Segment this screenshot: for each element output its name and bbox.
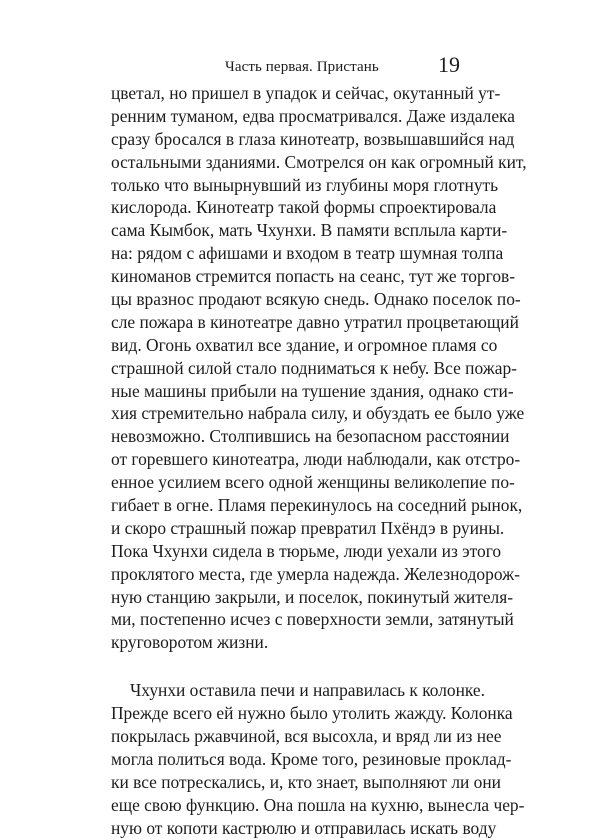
text-line: невозможно. Столпившись на безопасном расстоянии — [111, 426, 510, 447]
text-line: покрылась ржавчиной, вся высохла, и вряд ли из нее — [111, 726, 502, 747]
body-text — [111, 82, 527, 840]
text-line: и скоро страшный пожар превратил Пхёндэ в руины. — [111, 517, 505, 538]
running-title: Часть первая. Пристань — [225, 59, 379, 75]
text-line: ренним туманом, едва просматривался. Даже издалека — [111, 105, 515, 126]
text-line: ную от копоти кастрюлю и отправилась искать воду — [111, 817, 497, 838]
text-line: от горевшего кинотеатра, люди наблюдали, как отстро- — [111, 449, 521, 470]
text-line: только что вынырнувший из глубины моря глотнуть — [111, 174, 499, 195]
text-line: сразу бросался в глаза кинотеатр, возвышавшийся над — [111, 128, 515, 149]
text-line: ки все потрескались, и, кто знает, выполняют ли они — [111, 771, 501, 792]
text-line: енное усилием всего одной женщины великолепие по- — [111, 472, 515, 493]
text-line: вид. Огонь охватил все здание, и огромное пламя со — [111, 334, 498, 355]
text-line: ные машины прибыли на тушение здания, однако сти- — [111, 380, 514, 401]
text-line: сама Кымбок, мать Чхунхи. В памяти всплыла карти- — [111, 220, 508, 241]
text-line-last: круговоротом жизни. — [111, 632, 269, 653]
page-number: 19 — [438, 52, 460, 77]
text-line: кислорода. Кинотеатр такой формы спроектировала — [111, 197, 497, 218]
page-header — [111, 52, 460, 82]
paragraph-gap — [111, 654, 463, 679]
text-line: страшной силой стало подниматься к небу. Все пожар- — [111, 357, 517, 378]
text-line: на: рядом с афишами и входом в театр шумная толпа — [111, 243, 504, 264]
text-line: могла политься вода. Кроме того, резиновые проклад- — [111, 748, 512, 769]
text-line: Прежде всего ей нужно было утолить жажду. Колонка — [111, 703, 513, 724]
text-line: ную станцию закрыли, и поселок, покинутый жителя- — [111, 586, 514, 607]
text-line: киноманов стремится попасть на сеанс, тут же торгов- — [111, 266, 516, 287]
text-line: проклятого места, где умерла надежда. Железнодорож- — [111, 563, 520, 584]
text-line: гибает в огне. Пламя перекинулось на соседний рынок, — [111, 495, 523, 516]
text-line: Пока Чхунхи сидела в тюрьме, люди уехали из этого — [111, 540, 502, 561]
text-line: остальными зданиями. Смотрелся он как огромный кит, — [111, 151, 527, 172]
text-line: ми, постепенно исчез с поверхности земли, затянутый — [111, 609, 514, 630]
paragraph-2 — [111, 679, 525, 839]
text-line: хия стремительно набрала силу, и обуздать ее было уже — [111, 403, 525, 424]
text-line: еще свою функцию. Она пошла на кухню, вынесла чер- — [111, 794, 525, 815]
paragraph-1 — [111, 82, 527, 654]
text-line: сле пожара в кинотеатре давно утратил процветающий — [111, 311, 519, 332]
text-line: цветал, но пришел в упадок и сейчас, окутанный ут- — [111, 83, 501, 103]
text-line-first: Чхунхи оставила печи и направилась к колонке. — [130, 680, 485, 701]
text-line: цы вразнос продают всякую снедь. Однако поселок по- — [111, 289, 521, 310]
